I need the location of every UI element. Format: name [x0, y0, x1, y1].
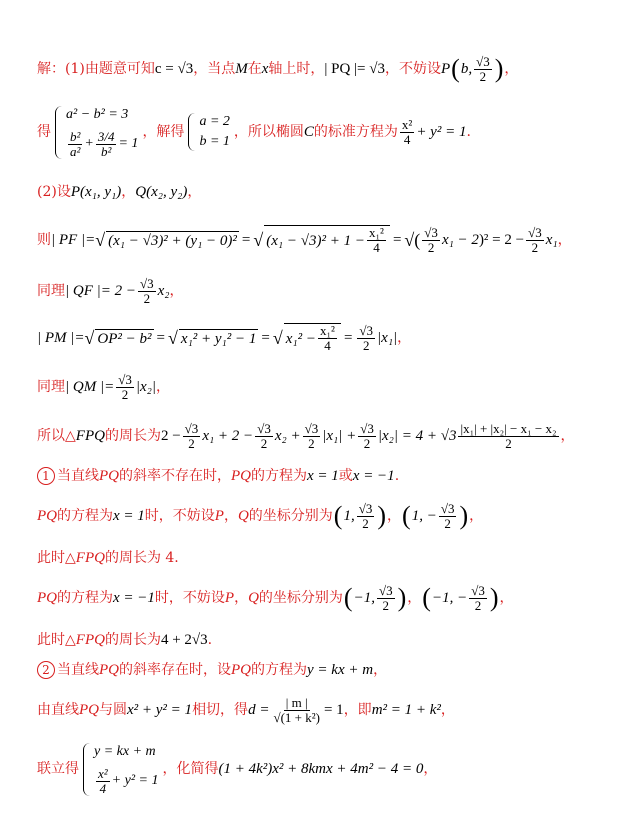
circled-number: 1	[37, 467, 55, 485]
math: x	[261, 61, 269, 77]
text: ，	[504, 61, 519, 77]
solution-line-3	[37, 182, 634, 202]
math: P	[441, 61, 451, 77]
text: 则	[37, 232, 51, 248]
text: (2)设	[37, 184, 71, 200]
text: 轴上时，	[268, 61, 325, 77]
solution-line-7: 同理 | QM |= $\frac{√3}{2}$ |x₂| ，	[37, 371, 170, 402]
solution-line-14: 2 当直线 PQ 的斜率存在时，设 PQ 的方程为 y = kx + m ，	[37, 660, 634, 680]
brace-icon	[188, 113, 195, 151]
text: 得	[37, 124, 51, 140]
paren-right: )	[494, 54, 504, 83]
math: x₂	[157, 283, 170, 299]
solution-line-10: PQ 的方程为 x = 1 时，不妨设 P ， Q 的坐标分别为 ( 1, $\frac{√3}{2}$ ) ， ( 1, − $\frac{√3}{2}$ ) ，	[37, 500, 484, 531]
fraction: $\frac{√3}{2}$	[476, 53, 490, 84]
solution-line-4: 则 | PF |= √ (x₁ − √3)² + (y₁ − 0)² = √ (x₁ − √3)² + 1 − $\frac{\text{x₁²}}{4}$ = √ ( $\frac{√3}{2}$ x₁ − 2 )² = 2 − $\frac{√3}{2}$ x₁ ，	[37, 224, 572, 255]
text: 同理	[37, 379, 65, 395]
math: b,	[460, 61, 473, 77]
solution-line-2	[37, 96, 634, 168]
equation: $\frac{\text{b²}}{\text{a²}}$ + $\frac{3/4}{\text{b²}}$ = 1	[70, 128, 139, 159]
paren-left: (	[451, 54, 460, 83]
solution-line-12: PQ 的方程为 x = −1 时，不妨设 P ， Q 的坐标分别为 ( −1, $\frac{√3}{2}$ ) ， ( −1, − $\frac{√3}{2}$ ) ，	[37, 582, 514, 613]
math: + y² = 1	[416, 124, 467, 140]
solution-line-13: 此时△ FPQ 的周长为 4 + 2√3 .	[37, 632, 213, 648]
text: ，解得	[142, 124, 185, 140]
equation-system: y = kx + m $\frac{\text{x²}}{4}$ + y² = 1	[83, 743, 158, 796]
math: P(x₁, y₁)	[70, 184, 122, 200]
fraction: $\frac{√3}{2}$	[140, 275, 154, 306]
equation-system: a = 2 b = 1	[188, 113, 229, 151]
math: M	[235, 61, 248, 77]
solution-line-15: 由直线 PQ 与圆 x² + y² = 1 相切，得 d = $\frac{| m |}{\text{√(1 + k²)}}$ = 1 ，即 m² = 1 + k² ，	[37, 694, 455, 725]
math: C	[303, 124, 314, 140]
math: | PF |=	[51, 232, 96, 248]
text: 的标准方程为	[313, 124, 398, 140]
math: | QM |=	[65, 379, 115, 395]
math: | QF |= 2 −	[65, 283, 136, 299]
text: ，	[121, 184, 136, 200]
math: | PM |=	[37, 330, 85, 346]
fraction: $\frac{\text{x²}}{4}$	[401, 116, 413, 147]
solution-line-5	[37, 274, 634, 308]
text: ，	[187, 184, 202, 200]
text: 在	[247, 61, 262, 77]
math: | PQ |= √3	[324, 61, 385, 77]
equation: a² − b² = 3	[66, 106, 129, 122]
math: Q(x₂, y₂)	[135, 184, 188, 200]
solution-line-9: 1 当直线 PQ 的斜率不存在时， PQ 的方程为 x = 1 或 x = −1 .	[37, 466, 634, 486]
solution-line-1	[37, 52, 634, 86]
text: ，所以椭圆	[233, 124, 304, 140]
text: 同理	[37, 283, 65, 299]
math: c = √3	[154, 61, 194, 77]
solution-line-8: 所以△ FPQ 的周长为 2 − $\frac{√3}{2}$ x₁ + 2 − $\frac{√3}{2}$ x₂ + $\frac{√3}{2}$ |x₁| + $\frac{√3}{2}$ |x₂| = 4 + √3 $\frac{\text{|x₁| + |x₂| − x₁ − x₂}}{2}$ ，	[37, 420, 575, 451]
text: ，当点	[193, 61, 236, 77]
solution-line-11: 此时△ FPQ 的周长为 4.	[37, 550, 179, 566]
brace-icon	[55, 106, 62, 159]
text: 解：(1)由题意可知	[37, 61, 155, 77]
math: (x₁ − √3)² + (y₁ − 0)²	[108, 232, 237, 249]
text: ，	[169, 283, 184, 299]
solution-line-16: 联立得 y = kx + m $\frac{\text{x²}}{4}$ + y² = 1 ，化简得 (1 + 4k²)x² + 8kmx + 4m² − 4 = 0 ，	[37, 743, 438, 796]
text: .	[466, 124, 471, 140]
text: ，不妨设	[385, 61, 441, 77]
brace-icon	[83, 743, 90, 796]
solution-line-6: | PM |= √ OP² − b² = √ x₁² + y₁² − 1 = √ x₁² − $\frac{\text{x₁²}}{4}$ = $\frac{√3}{2}$ |x₁| ，	[37, 322, 412, 353]
circled-number: 2	[37, 661, 55, 679]
equation-system	[55, 106, 138, 159]
